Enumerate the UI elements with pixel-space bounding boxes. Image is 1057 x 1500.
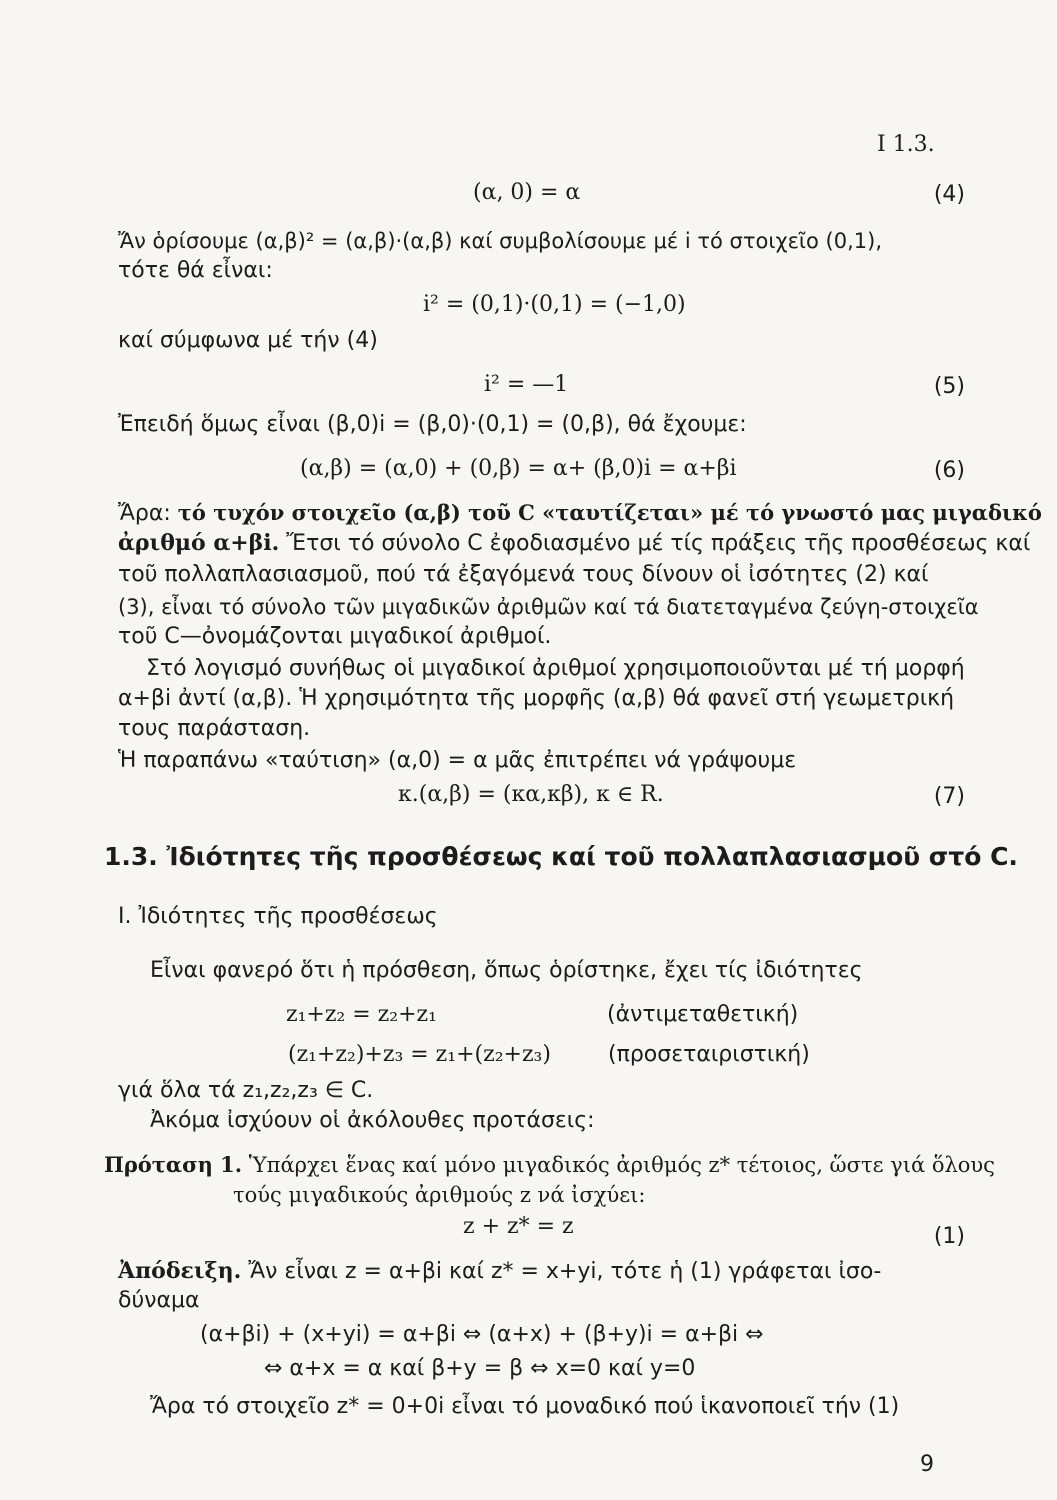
equation-6: (α,β) = (α,0) + (0,β) = α+ (β,0)i = α+βi (300, 456, 737, 481)
text-line (118, 1256, 881, 1287)
equation-6-number: (6) (933, 458, 965, 483)
text-line: α+βi ἀντί (α,β). Ἡ χρησιμότητα τῆς μορφῆς (α,β) θά φανεῖ στή γεωμετρική (118, 686, 955, 711)
text-line: Στό λογισμό συνήθως οἱ μιγαδικοί ἀριθμοί χρησιμοποιοῦνται μέ τή μορφή (146, 656, 965, 681)
text-line: δύναμα (118, 1288, 200, 1313)
text-line (118, 528, 1030, 559)
text-span-bold: τό τυχόν στοιχεῖο (α,β) τοῦ C «ταυτίζεται» μέ τό γνωστό μας μιγαδικό (177, 500, 1042, 525)
proposition-line: τούς μιγαδικούς ἀριθμούς z νά ἰσχύει: (233, 1183, 646, 1207)
proof-label: Ἀπόδειξη. (118, 1258, 242, 1284)
proposition-label: Πρόταση 1. (104, 1152, 243, 1177)
equation-7: κ.(α,β) = (κα,κβ), κ ∈ R. (398, 782, 664, 807)
text-line: τοῦ πολλαπλασιασμοῦ, πού τά ἐξαγόμενά τους δίνουν οἱ ἰσότητες (2) καί (118, 562, 929, 587)
text-span-bold: ἀριθμό α+βi. (118, 530, 280, 556)
equation-1-number: (1) (933, 1224, 965, 1249)
text-line: γιά ὅλα τά z₁,z₂,z₃ ∈ C. (118, 1078, 374, 1103)
text-span: Ἄρα: (118, 501, 178, 526)
equation-i-squared: i² = (0,1)·(0,1) = (−1,0) (423, 292, 686, 317)
proof-equation: ⇔ α+x = α καί β+y = β ⇔ x=0 καί y=0 (264, 1356, 696, 1381)
text-line: Ἐπειδή ὅμως εἶναι (β,0)i = (β,0)·(0,1) = (0,β), θά ἔχουμε: (118, 412, 747, 437)
text-span: Ἔτσι τό σύνολο C ἐφοδιασμένο μέ τίς πράξεις τῆς προσθέσεως καί (279, 531, 1031, 556)
page-number: 9 (920, 1452, 934, 1477)
equation-1: z + z* = z (463, 1214, 574, 1239)
text-span: Ἄν εἶναι z = α+βi καί z* = x+yi, τότε ἡ (1) γράφεται ἰσο- (241, 1259, 882, 1284)
equation-5-number: (5) (933, 374, 965, 399)
proposition-text: Ὑπάρχει ἕνας καί μόνο μιγαδικός ἀριθμός z* τέτοιος, ὥστε γιά ὅλους (248, 1153, 995, 1177)
equation-4: (α, 0) = α (473, 180, 581, 205)
text-line: Εἶναι φανερό ὅτι ἡ πρόσθεση, ὅπως ὁρίστηκε, ἔχει τίς ἰδιότητες (150, 958, 863, 983)
section-heading: 1.3. Ἰδιότητες τῆς προσθέσεως καί τοῦ πολλαπλασιασμοῦ στό C. (104, 842, 1018, 871)
text-line: Ἀκόμα ἰσχύουν οἱ ἀκόλουθες προτάσεις: (150, 1108, 595, 1133)
text-line: Ἡ παραπάνω «ταύτιση» (α,0) = α μᾶς ἐπιτρέπει νά γράψουμε (118, 748, 797, 773)
equation-4-number: (4) (933, 182, 965, 207)
text-line: καί σύμφωνα μέ τήν (4) (118, 328, 378, 353)
equation-commutative: z₁+z₂ = z₂+z₁ (286, 1002, 437, 1027)
text-line: τοῦ C—ὀνομάζονται μιγαδικοί ἀριθμοί. (118, 624, 552, 649)
proof-equation: (α+βi) + (x+yi) = α+βi ⇔ (α+x) + (β+y)i = α+βi ⇔ (200, 1322, 764, 1347)
equation-7-number: (7) (933, 784, 965, 809)
equation-5: i² = —1 (484, 372, 569, 397)
property-name: (ἀντιμεταθετική) (607, 1002, 799, 1027)
text-line: (3), εἶναι τό σύνολο τῶν μιγαδικῶν ἀριθμῶν καί τά διατεταγμένα ζεύγη-στοιχεῖα (118, 595, 979, 619)
text-line (118, 498, 1042, 529)
equation-associative: (z₁+z₂)+z₃ = z₁+(z₂+z₃) (288, 1042, 551, 1067)
text-line: τους παράσταση. (118, 716, 311, 741)
proposition-line (104, 1150, 995, 1180)
text-line: Ἄρα τό στοιχεῖο z* = 0+0i εἶναι τό μοναδικό πού ἱκανοποιεῖ τήν (1) (150, 1394, 900, 1419)
text-line: Ἄν ὁρίσουμε (α,β)² = (α,β)·(α,β) καί συμβολίσουμε μέ i τό στοιχεῖο (0,1), (118, 229, 883, 253)
text-line: τότε θά εἶναι: (118, 258, 273, 283)
section-reference: I 1.3. (877, 132, 935, 157)
property-name: (προσεταιριστική) (608, 1042, 810, 1067)
subsection-heading: I. Ἰδιότητες τῆς προσθέσεως (118, 904, 438, 929)
